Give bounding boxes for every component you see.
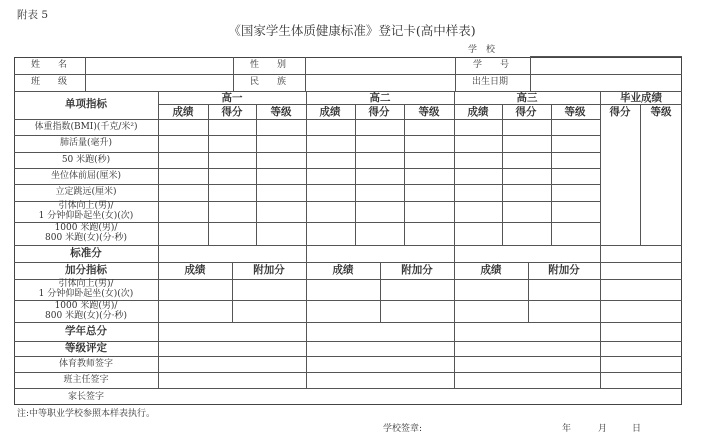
row-divider <box>14 74 682 75</box>
class-label: 班 级 <box>31 77 68 87</box>
row-divider <box>14 135 600 136</box>
bonus-endurance-line1: 1000 米跑(男)/ <box>54 301 118 311</box>
row-divider <box>14 245 682 246</box>
level-header: 等级 <box>418 106 440 118</box>
col-divider <box>404 104 405 245</box>
col-divider <box>233 57 234 91</box>
row-divider <box>14 168 600 169</box>
row-divider <box>14 152 600 153</box>
day-label: 日 <box>632 424 642 434</box>
row-divider <box>14 184 600 185</box>
school-label: 学 校 <box>468 45 496 55</box>
bonus-endurance-line2: 800 米跑(女)(分·秒) <box>45 311 127 321</box>
level-header: 等级 <box>270 106 292 118</box>
grade-2-header: 高二 <box>369 92 391 104</box>
grade-3-header: 高三 <box>516 92 538 104</box>
pe-teacher-sign-label: 体育教师签字 <box>58 359 114 369</box>
points-header: 得分 <box>221 106 243 118</box>
bonus-header: 加分指标 <box>65 264 107 276</box>
col-divider <box>454 91 455 388</box>
item-pullup-line1: 引体向上(男)/ <box>58 201 114 211</box>
item-standing-jump: 立定跳远(厘米) <box>55 187 117 197</box>
col-divider <box>551 104 552 245</box>
score-header: 成绩 <box>319 106 341 118</box>
row-divider <box>14 262 682 263</box>
col-divider <box>380 262 381 322</box>
standard-score-label: 标准分 <box>70 247 102 259</box>
footer-note: 注:中等职业学校参照本样表执行。 <box>17 409 156 419</box>
score-header: 成绩 <box>467 106 489 118</box>
rating-label: 等级评定 <box>65 342 107 354</box>
appendix-label: 附表 5 <box>17 9 49 21</box>
bonus-pullup-line1: 引体向上(男)/ <box>58 279 114 289</box>
grade-1-header: 高一 <box>221 92 243 104</box>
col-divider <box>305 57 306 91</box>
school-seal-label: 学校签章: <box>383 424 423 434</box>
gender-label: 性 别 <box>250 60 287 70</box>
month-label: 月 <box>598 424 608 434</box>
points-header: 得分 <box>368 106 390 118</box>
row-divider <box>14 322 682 323</box>
page-title: 《国家学生体质健康标准》登记卡(高中样表) <box>228 23 476 38</box>
item-pullup-line2: 1 分钟仰卧起坐(女)(次) <box>38 211 134 221</box>
item-header: 单项指标 <box>65 98 107 110</box>
level-header: 等级 <box>650 106 672 118</box>
col-divider <box>85 57 86 91</box>
bonus-extra-header: 附加分 <box>548 264 580 276</box>
row-divider <box>158 104 682 105</box>
col-divider <box>158 91 159 388</box>
col-divider <box>528 262 529 322</box>
item-vital-capacity: 肺活量(毫升) <box>59 138 113 148</box>
bonus-score-header: 成绩 <box>480 264 502 276</box>
bonus-score-header: 成绩 <box>184 264 206 276</box>
points-header: 得分 <box>515 106 537 118</box>
row-divider <box>14 372 682 373</box>
col-divider <box>502 104 503 245</box>
row-divider <box>14 279 682 280</box>
ethnicity-label: 民 族 <box>250 77 287 87</box>
col-divider <box>256 104 257 245</box>
student-id-label: 学 号 <box>473 60 510 70</box>
level-header: 等级 <box>564 106 586 118</box>
item-endurance-line2: 800 米跑(女)(分·秒) <box>45 233 127 243</box>
col-divider <box>530 57 531 91</box>
col-divider <box>600 91 601 388</box>
row-divider <box>14 388 682 389</box>
row-divider <box>14 91 682 92</box>
item-bmi: 体重指数(BMI)(千克/米²) <box>34 122 138 132</box>
col-divider <box>640 104 641 245</box>
col-divider <box>306 91 307 388</box>
score-header: 成绩 <box>172 106 194 118</box>
col-divider <box>208 104 209 245</box>
item-endurance-line1: 1000 米跑(男)/ <box>54 223 118 233</box>
col-divider <box>355 104 356 245</box>
col-divider <box>455 57 456 91</box>
year-label: 年 <box>562 424 572 434</box>
bonus-pullup-line2: 1 分钟仰卧起坐(女)(次) <box>38 289 134 299</box>
name-label: 姓 名 <box>31 60 68 70</box>
row-divider <box>14 356 682 357</box>
graduation-header: 毕业成绩 <box>620 92 662 104</box>
row-divider <box>14 119 600 120</box>
year-total-label: 学年总分 <box>65 325 107 337</box>
head-teacher-sign-label: 班主任签字 <box>63 375 109 385</box>
bonus-score-header: 成绩 <box>332 264 354 276</box>
parent-sign-label: 家长签字 <box>67 392 105 402</box>
col-divider <box>232 262 233 322</box>
bonus-extra-header: 附加分 <box>401 264 433 276</box>
bonus-extra-header: 附加分 <box>253 264 285 276</box>
row-divider <box>14 341 682 342</box>
item-50m-run: 50 米跑(秒) <box>61 155 111 165</box>
points-header: 得分 <box>609 106 631 118</box>
item-sit-and-reach: 坐位体前屈(厘米) <box>50 171 122 181</box>
birth-date-label: 出生日期 <box>472 77 509 87</box>
